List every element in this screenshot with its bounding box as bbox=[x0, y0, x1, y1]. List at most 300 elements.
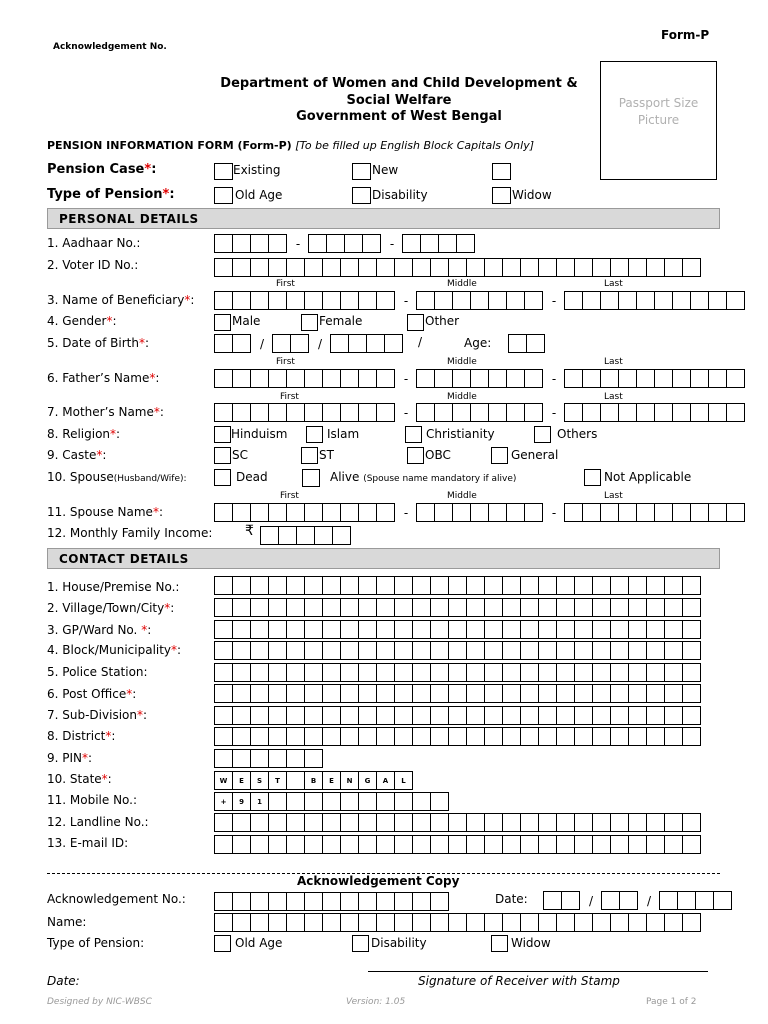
char-box[interactable] bbox=[376, 663, 395, 682]
char-box[interactable] bbox=[358, 706, 377, 725]
char-box[interactable]: 9 bbox=[232, 792, 251, 811]
char-box[interactable] bbox=[610, 835, 629, 854]
char-box[interactable]: S bbox=[250, 771, 269, 790]
char-box[interactable] bbox=[232, 835, 251, 854]
char-box[interactable] bbox=[376, 576, 395, 595]
char-box[interactable] bbox=[268, 727, 287, 746]
char-box[interactable] bbox=[376, 727, 395, 746]
char-box[interactable] bbox=[412, 641, 431, 660]
char-box[interactable] bbox=[682, 576, 701, 595]
char-box[interactable] bbox=[574, 258, 593, 277]
char-box[interactable] bbox=[502, 598, 521, 617]
passport-photo-box[interactable] bbox=[600, 61, 717, 180]
char-box[interactable] bbox=[556, 706, 575, 725]
char-box[interactable] bbox=[430, 813, 449, 832]
char-box[interactable] bbox=[268, 706, 287, 725]
char-box[interactable] bbox=[430, 835, 449, 854]
char-box[interactable] bbox=[600, 291, 619, 310]
char-box[interactable] bbox=[682, 835, 701, 854]
char-box[interactable] bbox=[412, 892, 431, 911]
char-box[interactable] bbox=[628, 663, 647, 682]
char-box[interactable] bbox=[506, 291, 525, 310]
char-box[interactable] bbox=[434, 369, 453, 388]
others-religion-checkbox[interactable] bbox=[534, 426, 551, 443]
char-box[interactable] bbox=[304, 706, 323, 725]
char-box[interactable] bbox=[412, 727, 431, 746]
char-box[interactable]: A bbox=[376, 771, 395, 790]
char-box[interactable] bbox=[340, 598, 359, 617]
char-box[interactable] bbox=[326, 234, 345, 253]
char-box[interactable] bbox=[416, 503, 435, 522]
char-box[interactable] bbox=[358, 641, 377, 660]
char-box[interactable] bbox=[286, 620, 305, 639]
char-box[interactable] bbox=[646, 598, 665, 617]
char-box[interactable] bbox=[340, 576, 359, 595]
char-box[interactable] bbox=[556, 576, 575, 595]
char-box[interactable] bbox=[412, 706, 431, 725]
landline-input[interactable] bbox=[214, 813, 701, 832]
char-box[interactable] bbox=[214, 334, 233, 353]
char-box[interactable] bbox=[322, 576, 341, 595]
char-box[interactable] bbox=[708, 503, 727, 522]
char-box[interactable] bbox=[502, 576, 521, 595]
char-box[interactable] bbox=[574, 684, 593, 703]
char-box[interactable] bbox=[268, 749, 287, 768]
char-box[interactable] bbox=[556, 598, 575, 617]
char-box[interactable] bbox=[340, 913, 359, 932]
char-box[interactable] bbox=[214, 369, 233, 388]
char-box[interactable] bbox=[430, 684, 449, 703]
char-box[interactable] bbox=[561, 891, 580, 910]
char-box[interactable] bbox=[664, 684, 683, 703]
char-box[interactable] bbox=[506, 403, 525, 422]
char-box[interactable] bbox=[268, 620, 287, 639]
char-box[interactable] bbox=[358, 620, 377, 639]
char-box[interactable] bbox=[358, 892, 377, 911]
male-checkbox[interactable] bbox=[214, 314, 231, 331]
char-box[interactable] bbox=[672, 369, 691, 388]
char-box[interactable] bbox=[340, 727, 359, 746]
char-box[interactable] bbox=[574, 598, 593, 617]
char-box[interactable] bbox=[214, 835, 233, 854]
char-box[interactable] bbox=[646, 913, 665, 932]
char-box[interactable] bbox=[322, 727, 341, 746]
char-box[interactable] bbox=[394, 706, 413, 725]
char-box[interactable] bbox=[574, 835, 593, 854]
char-box[interactable] bbox=[268, 792, 287, 811]
char-box[interactable] bbox=[610, 576, 629, 595]
char-box[interactable] bbox=[520, 913, 539, 932]
char-box[interactable] bbox=[574, 727, 593, 746]
char-box[interactable] bbox=[484, 684, 503, 703]
char-box[interactable]: W bbox=[214, 771, 233, 790]
char-box[interactable] bbox=[268, 913, 287, 932]
char-box[interactable] bbox=[348, 334, 367, 353]
char-box[interactable] bbox=[448, 663, 467, 682]
char-box[interactable] bbox=[628, 813, 647, 832]
char-box[interactable] bbox=[250, 403, 269, 422]
char-box[interactable] bbox=[448, 258, 467, 277]
char-box[interactable] bbox=[322, 892, 341, 911]
char-box[interactable] bbox=[376, 598, 395, 617]
char-box[interactable] bbox=[304, 291, 323, 310]
char-box[interactable] bbox=[268, 369, 287, 388]
char-box[interactable] bbox=[278, 526, 297, 545]
char-box[interactable] bbox=[304, 258, 323, 277]
char-box[interactable] bbox=[484, 598, 503, 617]
char-box[interactable] bbox=[304, 403, 323, 422]
char-box[interactable] bbox=[250, 913, 269, 932]
char-box[interactable] bbox=[250, 234, 269, 253]
char-box[interactable] bbox=[538, 727, 557, 746]
char-box[interactable] bbox=[214, 503, 233, 522]
char-box[interactable] bbox=[538, 913, 557, 932]
char-box[interactable] bbox=[646, 641, 665, 660]
char-box[interactable] bbox=[214, 234, 233, 253]
char-box[interactable] bbox=[358, 403, 377, 422]
char-box[interactable] bbox=[646, 576, 665, 595]
char-box[interactable] bbox=[466, 641, 485, 660]
char-box[interactable] bbox=[682, 727, 701, 746]
char-box[interactable] bbox=[520, 620, 539, 639]
char-box[interactable] bbox=[726, 403, 745, 422]
char-box[interactable] bbox=[286, 835, 305, 854]
char-box[interactable] bbox=[304, 503, 323, 522]
char-box[interactable] bbox=[286, 749, 305, 768]
spouse-alive-checkbox[interactable] bbox=[302, 469, 320, 487]
char-box[interactable] bbox=[394, 835, 413, 854]
char-box[interactable] bbox=[332, 526, 351, 545]
char-box[interactable] bbox=[646, 706, 665, 725]
char-box[interactable] bbox=[556, 835, 575, 854]
char-box[interactable] bbox=[564, 291, 583, 310]
char-box[interactable] bbox=[628, 835, 647, 854]
char-box[interactable] bbox=[290, 334, 309, 353]
char-box[interactable] bbox=[286, 291, 305, 310]
char-box[interactable] bbox=[466, 258, 485, 277]
char-box[interactable] bbox=[376, 684, 395, 703]
char-box[interactable] bbox=[470, 369, 489, 388]
char-box[interactable] bbox=[708, 291, 727, 310]
char-box[interactable] bbox=[520, 727, 539, 746]
char-box[interactable] bbox=[322, 706, 341, 725]
char-box[interactable] bbox=[592, 620, 611, 639]
char-box[interactable] bbox=[592, 727, 611, 746]
char-box[interactable] bbox=[304, 620, 323, 639]
char-box[interactable] bbox=[682, 663, 701, 682]
char-box[interactable] bbox=[520, 576, 539, 595]
char-box[interactable] bbox=[430, 620, 449, 639]
char-box[interactable] bbox=[618, 503, 637, 522]
father-name-input[interactable] bbox=[214, 369, 745, 388]
char-box[interactable] bbox=[286, 727, 305, 746]
char-box[interactable] bbox=[394, 598, 413, 617]
char-box[interactable] bbox=[214, 620, 233, 639]
char-box[interactable] bbox=[286, 706, 305, 725]
char-box[interactable] bbox=[250, 641, 269, 660]
char-box[interactable] bbox=[628, 706, 647, 725]
char-box[interactable] bbox=[610, 706, 629, 725]
char-box[interactable] bbox=[488, 503, 507, 522]
char-box[interactable] bbox=[412, 663, 431, 682]
char-box[interactable] bbox=[708, 403, 727, 422]
char-box[interactable] bbox=[412, 835, 431, 854]
char-box[interactable] bbox=[466, 727, 485, 746]
char-box[interactable] bbox=[304, 913, 323, 932]
char-box[interactable] bbox=[304, 835, 323, 854]
char-box[interactable] bbox=[646, 813, 665, 832]
char-box[interactable] bbox=[682, 706, 701, 725]
char-box[interactable] bbox=[726, 291, 745, 310]
char-box[interactable] bbox=[394, 892, 413, 911]
char-box[interactable] bbox=[470, 503, 489, 522]
char-box[interactable] bbox=[304, 663, 323, 682]
char-box[interactable] bbox=[646, 727, 665, 746]
char-box[interactable] bbox=[314, 526, 333, 545]
char-box[interactable] bbox=[506, 503, 525, 522]
char-box[interactable] bbox=[582, 403, 601, 422]
char-box[interactable] bbox=[358, 835, 377, 854]
char-box[interactable]: B bbox=[304, 771, 323, 790]
char-box[interactable] bbox=[250, 835, 269, 854]
char-box[interactable]: 1 bbox=[250, 792, 269, 811]
char-box[interactable] bbox=[322, 835, 341, 854]
char-box[interactable] bbox=[448, 598, 467, 617]
char-box[interactable] bbox=[628, 620, 647, 639]
char-box[interactable] bbox=[250, 291, 269, 310]
char-box[interactable] bbox=[376, 291, 395, 310]
char-box[interactable] bbox=[654, 369, 673, 388]
char-box[interactable] bbox=[358, 503, 377, 522]
char-box[interactable] bbox=[538, 684, 557, 703]
char-box[interactable] bbox=[340, 835, 359, 854]
char-box[interactable] bbox=[484, 706, 503, 725]
char-box[interactable] bbox=[286, 641, 305, 660]
char-box[interactable] bbox=[322, 813, 341, 832]
char-box[interactable] bbox=[574, 641, 593, 660]
char-box[interactable] bbox=[340, 403, 359, 422]
char-box[interactable] bbox=[610, 813, 629, 832]
char-box[interactable] bbox=[592, 813, 611, 832]
char-box[interactable] bbox=[646, 835, 665, 854]
char-box[interactable] bbox=[394, 727, 413, 746]
widow-checkbox[interactable] bbox=[492, 187, 511, 204]
police-station-input[interactable] bbox=[214, 663, 701, 682]
char-box[interactable] bbox=[322, 598, 341, 617]
char-box[interactable] bbox=[358, 913, 377, 932]
char-box[interactable] bbox=[366, 334, 385, 353]
char-box[interactable] bbox=[286, 258, 305, 277]
char-box[interactable] bbox=[610, 727, 629, 746]
age-input[interactable] bbox=[508, 334, 545, 353]
char-box[interactable] bbox=[376, 813, 395, 832]
char-box[interactable] bbox=[214, 706, 233, 725]
char-box[interactable] bbox=[434, 503, 453, 522]
other-checkbox[interactable] bbox=[407, 314, 424, 331]
new-checkbox[interactable] bbox=[352, 163, 371, 180]
char-box[interactable] bbox=[322, 641, 341, 660]
char-box[interactable] bbox=[358, 663, 377, 682]
char-box[interactable] bbox=[402, 234, 421, 253]
char-box[interactable] bbox=[538, 258, 557, 277]
char-box[interactable] bbox=[682, 258, 701, 277]
char-box[interactable] bbox=[376, 369, 395, 388]
char-box[interactable] bbox=[610, 684, 629, 703]
char-box[interactable] bbox=[268, 684, 287, 703]
char-box[interactable] bbox=[214, 813, 233, 832]
char-box[interactable] bbox=[574, 913, 593, 932]
char-box[interactable] bbox=[304, 598, 323, 617]
char-box[interactable] bbox=[268, 503, 287, 522]
char-box[interactable] bbox=[330, 334, 349, 353]
block-input[interactable] bbox=[214, 641, 701, 660]
char-box[interactable] bbox=[610, 641, 629, 660]
char-box[interactable] bbox=[232, 403, 251, 422]
char-box[interactable] bbox=[601, 891, 620, 910]
char-box[interactable] bbox=[394, 684, 413, 703]
char-box[interactable] bbox=[664, 641, 683, 660]
char-box[interactable] bbox=[304, 792, 323, 811]
char-box[interactable] bbox=[600, 369, 619, 388]
char-box[interactable] bbox=[524, 503, 543, 522]
char-box[interactable] bbox=[448, 641, 467, 660]
char-box[interactable] bbox=[556, 727, 575, 746]
ack-date-input[interactable] bbox=[543, 891, 732, 910]
pin-input[interactable] bbox=[214, 749, 323, 768]
char-box[interactable] bbox=[232, 369, 251, 388]
char-box[interactable] bbox=[430, 663, 449, 682]
char-box[interactable] bbox=[376, 258, 395, 277]
char-box[interactable] bbox=[690, 369, 709, 388]
char-box[interactable] bbox=[610, 913, 629, 932]
char-box[interactable] bbox=[520, 641, 539, 660]
char-box[interactable] bbox=[268, 291, 287, 310]
char-box[interactable] bbox=[448, 913, 467, 932]
beneficiary-name-input[interactable] bbox=[214, 291, 745, 310]
char-box[interactable] bbox=[268, 813, 287, 832]
char-box[interactable] bbox=[286, 576, 305, 595]
char-box[interactable] bbox=[232, 749, 251, 768]
income-input[interactable] bbox=[260, 526, 351, 545]
voter-id-input[interactable] bbox=[214, 258, 701, 277]
general-checkbox[interactable] bbox=[491, 447, 508, 464]
char-box[interactable] bbox=[646, 663, 665, 682]
char-box[interactable] bbox=[524, 369, 543, 388]
char-box[interactable] bbox=[214, 892, 233, 911]
char-box[interactable] bbox=[628, 727, 647, 746]
char-box[interactable] bbox=[592, 913, 611, 932]
char-box[interactable] bbox=[502, 641, 521, 660]
char-box[interactable] bbox=[628, 913, 647, 932]
char-box[interactable] bbox=[412, 620, 431, 639]
char-box[interactable] bbox=[448, 684, 467, 703]
char-box[interactable] bbox=[250, 727, 269, 746]
char-box[interactable] bbox=[524, 403, 543, 422]
char-box[interactable] bbox=[690, 503, 709, 522]
char-box[interactable] bbox=[412, 913, 431, 932]
char-box[interactable] bbox=[250, 369, 269, 388]
char-box[interactable] bbox=[268, 258, 287, 277]
char-box[interactable] bbox=[322, 913, 341, 932]
char-box[interactable] bbox=[214, 663, 233, 682]
char-box[interactable] bbox=[214, 641, 233, 660]
char-box[interactable] bbox=[628, 598, 647, 617]
char-box[interactable] bbox=[664, 706, 683, 725]
char-box[interactable] bbox=[420, 234, 439, 253]
char-box[interactable] bbox=[690, 403, 709, 422]
char-box[interactable] bbox=[430, 913, 449, 932]
char-box[interactable] bbox=[619, 891, 638, 910]
char-box[interactable] bbox=[272, 334, 291, 353]
char-box[interactable] bbox=[430, 641, 449, 660]
char-box[interactable] bbox=[214, 684, 233, 703]
char-box[interactable] bbox=[592, 835, 611, 854]
char-box[interactable] bbox=[322, 258, 341, 277]
char-box[interactable] bbox=[304, 576, 323, 595]
char-box[interactable] bbox=[520, 835, 539, 854]
char-box[interactable] bbox=[250, 749, 269, 768]
char-box[interactable] bbox=[322, 620, 341, 639]
char-box[interactable] bbox=[296, 526, 315, 545]
char-box[interactable] bbox=[232, 813, 251, 832]
char-box[interactable] bbox=[502, 913, 521, 932]
char-box[interactable] bbox=[286, 369, 305, 388]
char-box[interactable] bbox=[304, 641, 323, 660]
char-box[interactable] bbox=[250, 598, 269, 617]
mobile-input[interactable] bbox=[214, 792, 449, 811]
char-box[interactable] bbox=[430, 792, 449, 811]
char-box[interactable] bbox=[582, 369, 601, 388]
char-box[interactable] bbox=[592, 706, 611, 725]
char-box[interactable] bbox=[448, 620, 467, 639]
char-box[interactable] bbox=[484, 813, 503, 832]
char-box[interactable] bbox=[654, 403, 673, 422]
char-box[interactable] bbox=[466, 620, 485, 639]
char-box[interactable] bbox=[508, 334, 527, 353]
char-box[interactable] bbox=[556, 620, 575, 639]
char-box[interactable] bbox=[340, 258, 359, 277]
char-box[interactable] bbox=[286, 663, 305, 682]
char-box[interactable] bbox=[520, 598, 539, 617]
char-box[interactable] bbox=[556, 684, 575, 703]
char-box[interactable] bbox=[564, 403, 583, 422]
char-box[interactable] bbox=[708, 369, 727, 388]
char-box[interactable] bbox=[502, 684, 521, 703]
char-box[interactable] bbox=[358, 727, 377, 746]
char-box[interactable] bbox=[466, 835, 485, 854]
char-box[interactable] bbox=[358, 258, 377, 277]
char-box[interactable] bbox=[448, 576, 467, 595]
char-box[interactable] bbox=[214, 913, 233, 932]
char-box[interactable] bbox=[250, 258, 269, 277]
char-box[interactable] bbox=[304, 727, 323, 746]
char-box[interactable] bbox=[340, 291, 359, 310]
char-box[interactable] bbox=[340, 641, 359, 660]
char-box[interactable] bbox=[394, 576, 413, 595]
char-box[interactable] bbox=[250, 813, 269, 832]
char-box[interactable] bbox=[250, 684, 269, 703]
st-checkbox[interactable] bbox=[301, 447, 318, 464]
char-box[interactable] bbox=[502, 727, 521, 746]
spouse-dead-checkbox[interactable] bbox=[214, 469, 231, 486]
char-box[interactable] bbox=[268, 835, 287, 854]
char-box[interactable] bbox=[677, 891, 696, 910]
char-box[interactable] bbox=[232, 334, 251, 353]
char-box[interactable] bbox=[304, 892, 323, 911]
char-box[interactable] bbox=[520, 813, 539, 832]
char-box[interactable] bbox=[582, 291, 601, 310]
char-box[interactable] bbox=[636, 369, 655, 388]
